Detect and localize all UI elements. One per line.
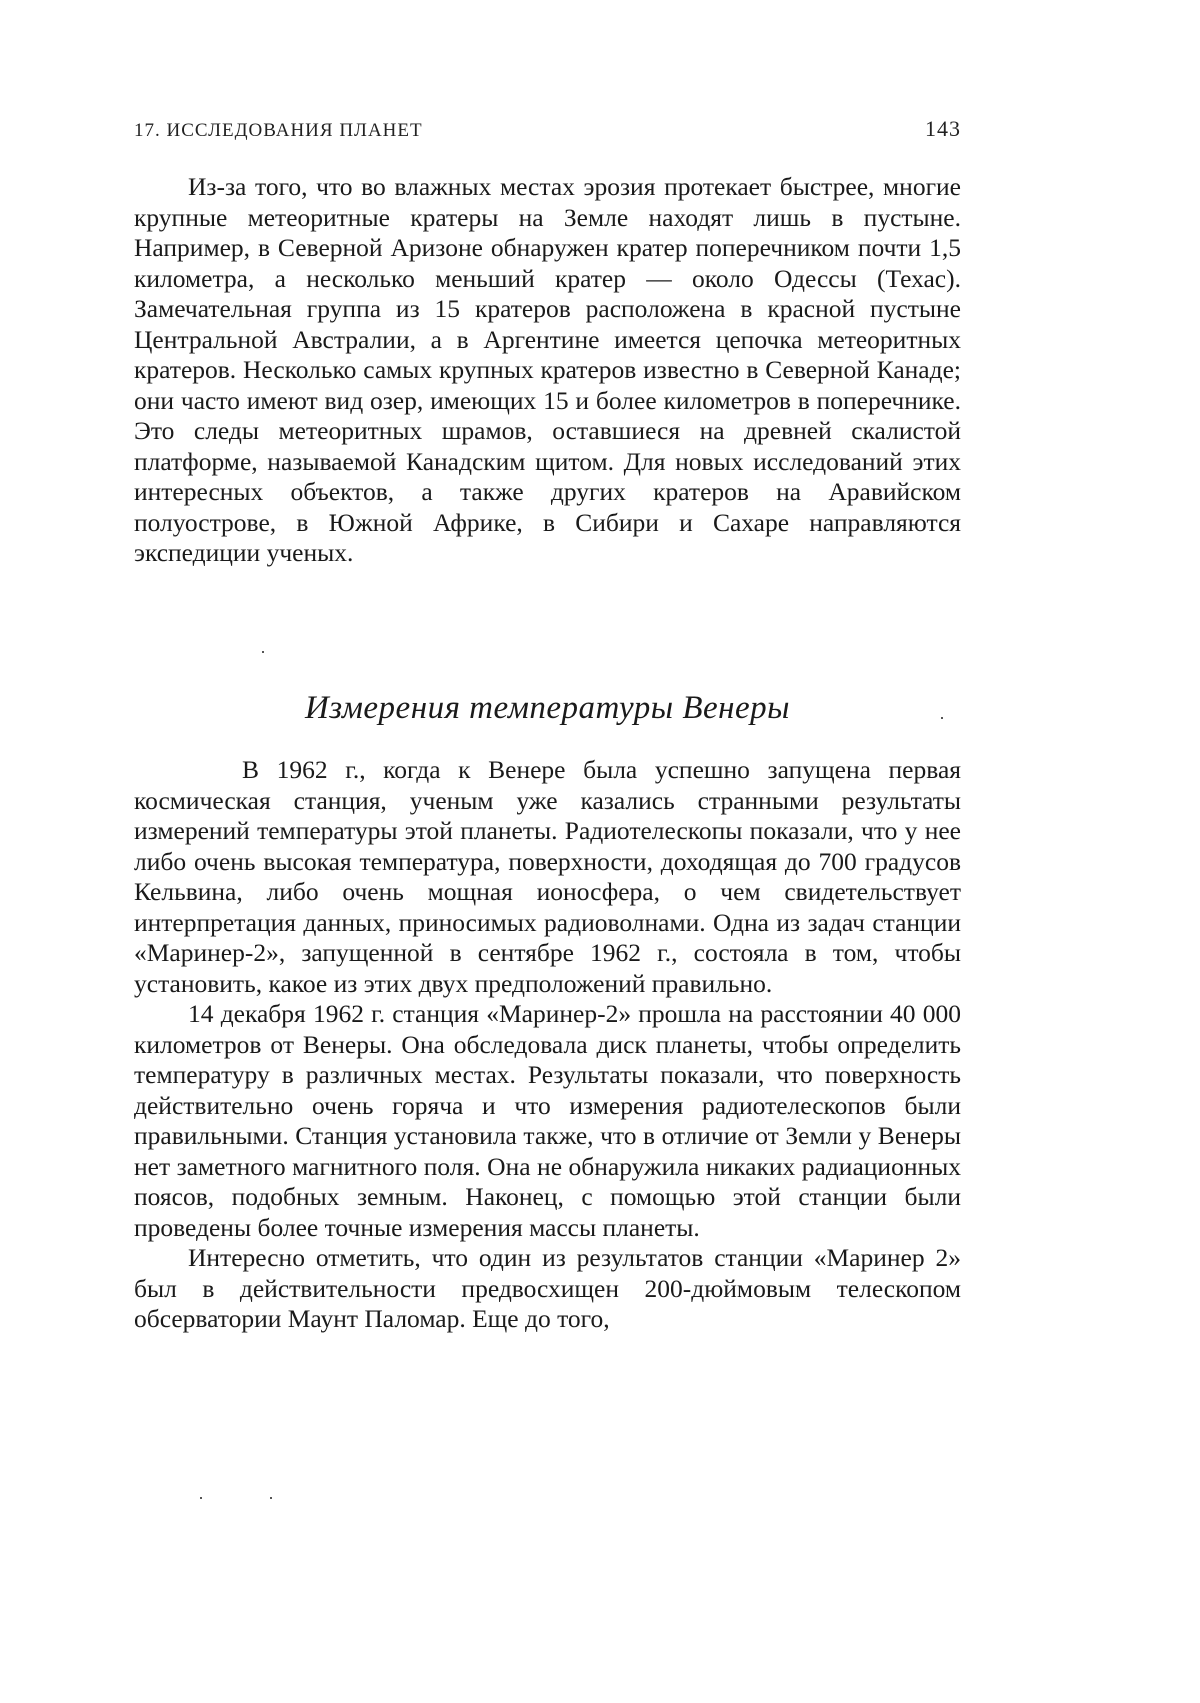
chapter-title: 17. ИССЛЕДОВАНИЯ ПЛАНЕТ	[134, 120, 423, 141]
paragraph: В 1962 г., когда к Венере была успешно запущена первая космическая станция, ученым уже казались странными результаты измерений температуры этой планеты. Радиотелескопы показали, что у нее либо очень высокая температура, поверхности, доходящая до 700 градусов Кельвина, либо очень мощная ионосфера, о чем свидетельствует интерпретация данных, приносимых радиоволнами. Одна из задач станции «Маринер-2», запущенной в сентябре 1962 г., состояла в том, чтобы установить, какое из этих двух предположений правильно.	[134, 755, 961, 998]
venus-text-block	[134, 755, 961, 1335]
paragraph: 14 декабря 1962 г. станция «Маринер-2» прошла на расстоянии 40 000 километров от Венеры. Она обследовала диск планеты, чтобы определить температуру в различных местах. Результаты показали, что поверхность действительно очень горяча и что измерения радиотелескопов были правильными. Станция установила также, что в отличие от Земли у Венеры нет заметного магнитного поля. Она не обнаружила никаких радиационных поясов, подобных земным. Наконец, с помощью этой станции были проведены более точные измерения массы планеты.	[134, 999, 961, 1242]
page-number: 143	[925, 116, 961, 141]
running-head	[134, 116, 961, 142]
scan-speck	[262, 651, 264, 653]
paragraph: Интересно отметить, что один из результатов станции «Маринер 2» был в действительности предвосхищен 200-дюймовым телескопом обсерватории Маунт Паломар. Еще до того,	[134, 1243, 961, 1333]
scan-speck	[200, 1497, 202, 1499]
scan-speck	[941, 717, 943, 719]
section-heading: Измерения температуры Венеры	[304, 690, 791, 726]
scan-speck	[270, 1497, 272, 1499]
crater-text-block	[134, 172, 961, 569]
paragraph: Из-за того, что во влажных местах эрозия протекает быстрее, многие крупные метеоритные кратеры на Земле находят лишь в пустыне. Например, в Северной Аризоне обнаружен кратер поперечником почти 1,5 километра, а несколько меньший кратер — около Одессы (Техас). Замечательная группа из 15 кратеров расположена в красной пустыне Центральной Австралии, а в Аргентине имеется цепочка метеоритных кратеров. Несколько самых крупных кратеров известно в Северной Канаде; они часто имеют вид озер, имеющих 15 и более километров в поперечнике. Это следы метеоритных шрамов, оставшиеся на древней скалистой платформе, называемой Канадским щитом. Для новых исследований этих интересных объектов, а также других кратеров на Аравийском полуострове, в Южной Африке, в Сибири и Сахаре направляются экспедиции ученых.	[134, 172, 961, 567]
